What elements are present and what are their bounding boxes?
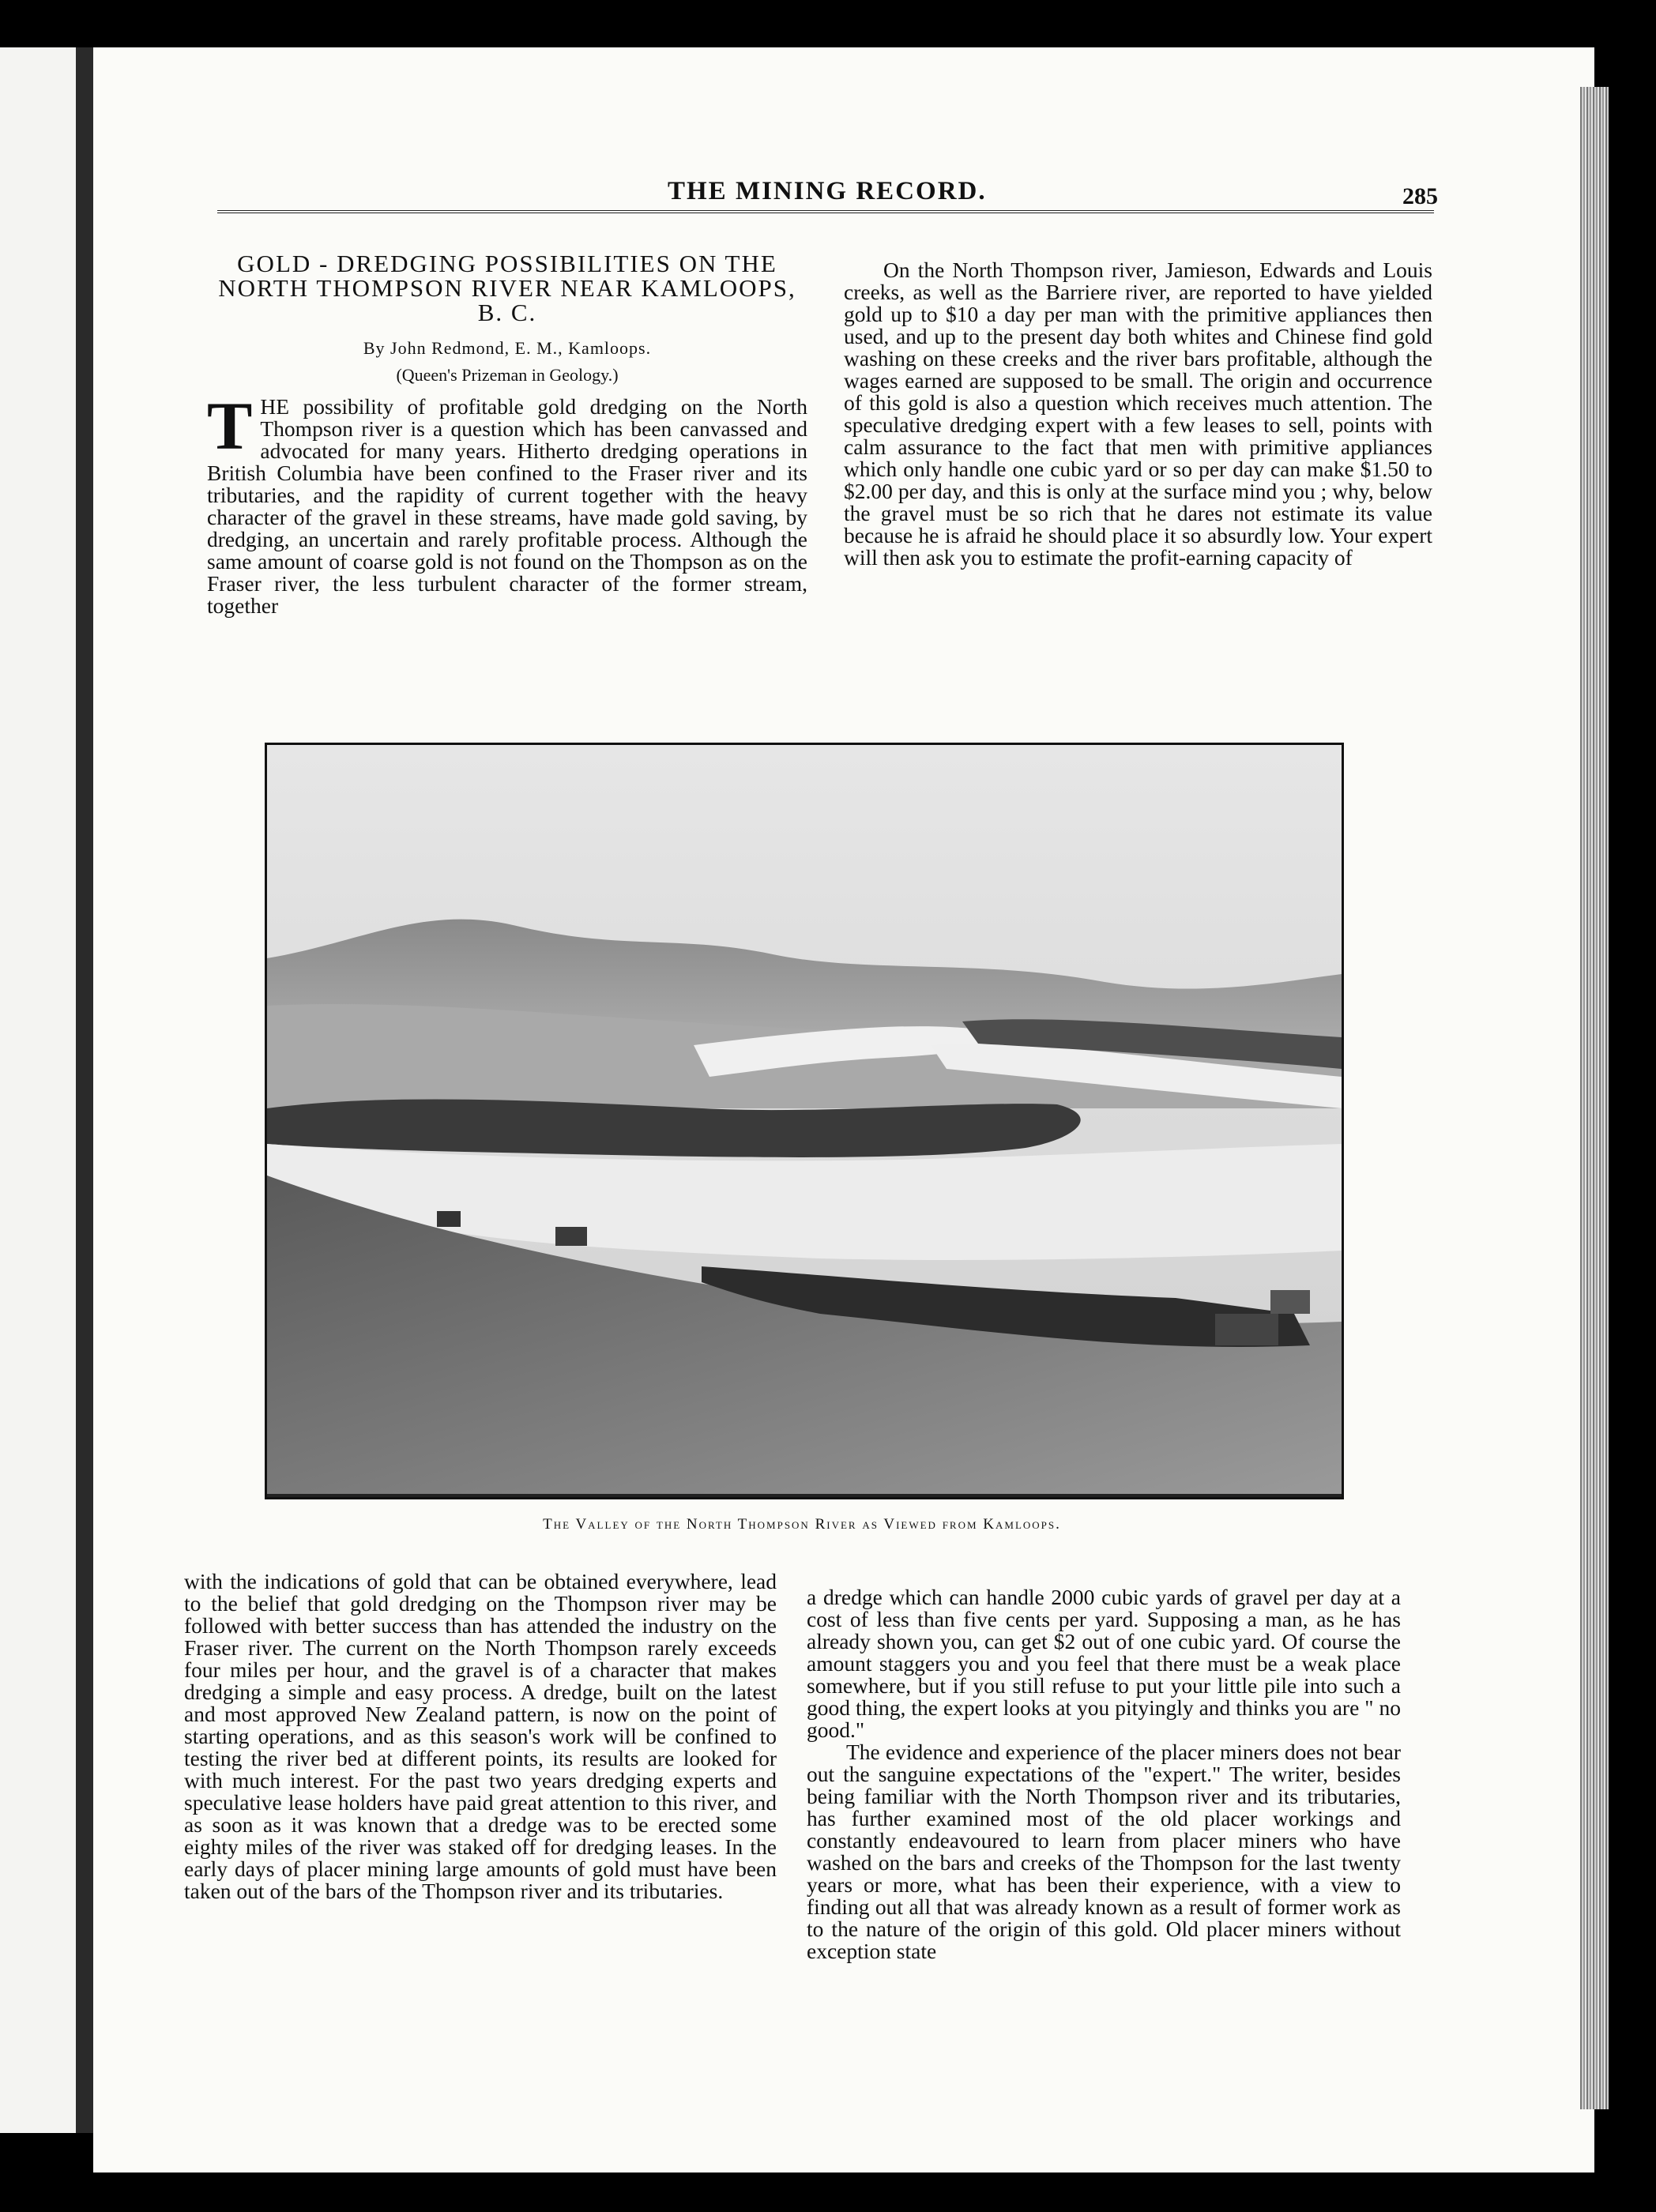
column-bottom-left xyxy=(184,1571,777,1902)
column-bottom-right xyxy=(807,1586,1401,1962)
page-stack-edge xyxy=(1580,87,1609,2109)
article-title: GOLD - DREDGING POSSIBILITIES ON THE NORTH THOMPSON RIVER NEAR KAMLOOPS, B. C. xyxy=(218,250,796,326)
column-top-left xyxy=(207,251,807,617)
drop-cap: T xyxy=(207,388,253,464)
paragraph-evidence: The evidence and experience of the placer miners does not bear out the sanguine expectations of the "expert." The writer, besides being familiar with the North Thompson river and its tributaries, has further examined most of the old placer workings and constantly endeavoured to learn from placer miners who have washed on the bars and creeks of the Thompson for the last twenty years or more, what has been their experience, with a view to finding out all that was already known as a result of former work as to the nature of the origin of this gold. Old placer miners without exception state xyxy=(807,1740,1401,1963)
paragraph-indications: with the indications of gold that can be obtained everywhere, lead to the belief that gold dredging on the Thompson river may be followed with better success than has attended the industry on the Fraser river. The current on the North Thompson rarely exceeds four miles per hour, and the gravel is of a character that makes dredging a simple and easy process. A dredge, built on the latest and most approved New Zealand pattern, is now on the point of starting operations, and as this season's work will be confined to testing the river bed at different points, its results are looked for with much interest. For the past two years dredging experts and speculative lease holders have paid great attention to this river, and as soon as it was known that a dredge was to be erected some eighty miles of the river was staked off for dredging leases. In the early days of placer mining large amounts of gold must have been taken out of the bars of the Thompson river and its tributaries. xyxy=(184,1569,777,1903)
affiliation: (Queen's Prizeman in Geology.) xyxy=(396,365,619,385)
paragraph-north-thompson: On the North Thompson river, Jamieson, Edwards and Louis creeks, as well as the Barriere river, are reported to have yielded gold up to $10 a day per man with the primitive appliances then used, and up to the present day both whites and Chinese find gold washing on these creeks and the river bars profitable, although the wages earned are supposed to be small. The origin and occurrence of this gold is also a question which receives much attention. The speculative dredging expert with a few leases to sell, points with calm assurance to the fact that men with primitive appliances which only handle one cubic yard or so per day can make $1.50 to $2.00 per day, and this is only at the surface mind you ; why, below the gravel must be so rich that he dares not estimate its value because he is afraid he should place it so absurdly low. Your expert will then ask you to estimate the profit-earning capacity of xyxy=(844,258,1432,570)
running-header xyxy=(213,172,1438,212)
valley-photograph xyxy=(265,743,1344,1499)
running-title: THE MINING RECORD. xyxy=(668,177,987,205)
book-gutter xyxy=(76,47,95,2133)
byline: By John Redmond, E. M., Kamloops. xyxy=(363,338,652,358)
column-top-right xyxy=(844,259,1432,569)
figure-caption: The Valley of the North Thompson River as Viewed from Kamloops. xyxy=(543,1516,1061,1533)
paragraph-intro xyxy=(207,388,807,618)
header-rule xyxy=(217,210,1434,213)
page-number: 285 xyxy=(1402,183,1438,209)
paragraph-intro-text: HE possibility of profitable gold dredging on the North Thompson river is a question which has been canvassed and advocated for many years. Hitherto dredging operations in British Columbia have been confined to the Fraser river and its tributaries, and the rapidity of current together with the heavy character of the gravel in these streams, have made gold saving, by dredging, an uncertain and rarely profitable process. Although the same amount of coarse gold is not found on the Thompson as on the Fraser river, the less turbulent character of the former stream, together xyxy=(207,394,807,618)
paragraph-dredge: a dredge which can handle 2000 cubic yards of gravel per day at a cost of less than five cents per yard. Supposing a man, as he has already shown you, can get $2 out of one cubic yard. Of course the amount staggers you and you feel that there must be a weak place somewhere, but if you still refuse to put your little pile into such a good thing, the expert looks at you pityingly and thinks you are " no good." xyxy=(807,1585,1401,1742)
facing-page-edge xyxy=(0,47,79,2133)
